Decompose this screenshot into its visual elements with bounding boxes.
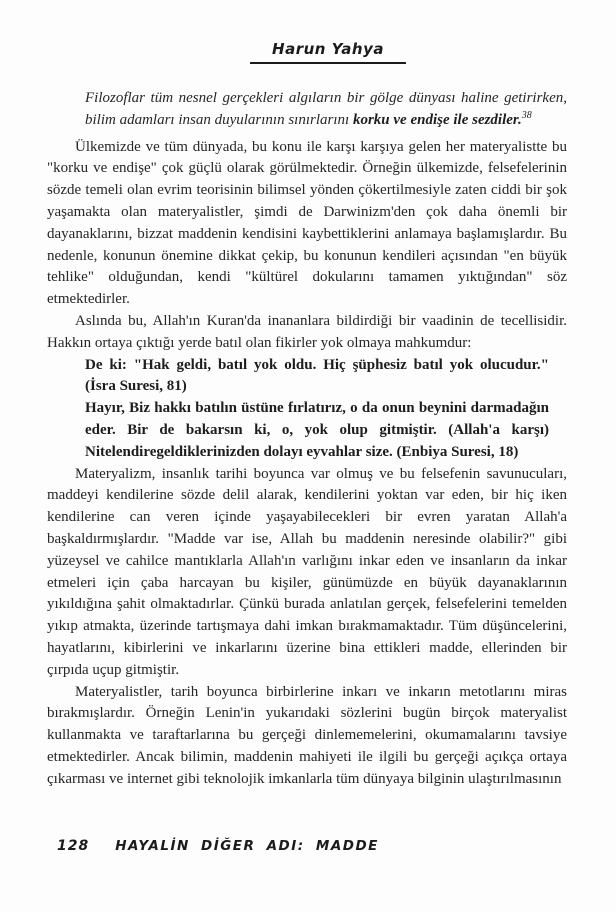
paragraph	[47, 137, 567, 311]
page-footer	[57, 838, 379, 854]
running-head	[0, 40, 616, 64]
paragraph	[47, 682, 567, 791]
verse	[47, 355, 567, 399]
author-name: Harun Yahya	[250, 40, 406, 64]
page-number: 128	[57, 838, 90, 854]
text-segment: Materyalistler, tarih boyunca birbirlerine inkarı ve inkarın metotlarını miras bırakmışlardır. Örneğin Lenin'in yukarıdaki sözlerini bugün birçok materyalist kullanmakta ve taraftarlarına bu gerçeği dinlememelerini, okumamalarını tavsiye etmektedirler. Ancak bilimin, maddenin mahiyeti ile ilgili bu gerçeği açıkça ortaya çıkarması ve internet gibi teknolojik imkanlarla tüm dünyaya bilginin ulaştırılmasının	[47, 683, 567, 787]
text-segment: Ülkemizde ve tüm dünyada, bu konu ile karşı karşıya gelen her materyalistte bu "korku ve endişe" çok güçlü olarak görülmektedir. Örneğin ülkemizde, felsefelerinin sözde temeli olan evrim teorisinin bilimsel yönden çökertilmesiyle zaten ciddi bir şok yaşamakta olan materyalistler, şimdi de Darwinizm'den çok daha önemli bir dayanaklarını, bizzat maddenin kendisini kaybettiklerini anlamaya başlamışlardır. Bu nedenle, konunun önemine dikkat çekip, bu konunun kendileri açısından "en büyük tehlike" olduğundan, kendi "kültürel dokularını tamamen yıktığından" söz etmektedirler.	[47, 138, 567, 308]
book-title: HAYALİN DİĞER ADI: MADDE	[115, 838, 379, 854]
text-segment: Hayır, Biz hakkı batılın üstüne fırlatırız, o da onun beynini darmadağın eder. Bir de bakarsın ki, o, yok olup gitmiştir. (Allah'a karşı) Nitelendiregeldiklerinizden dolayı eyvahlar size. (Enbiya Suresi, 18)	[85, 400, 549, 460]
paragraph	[47, 311, 567, 355]
paragraph	[47, 464, 567, 682]
verse	[47, 398, 567, 463]
footnote-reference: 38	[521, 109, 532, 121]
text-segment: Materyalizm, insanlık tarihi boyunca var olmuş ve bu felsefenin savunucuları, maddeyi kendilerine sözde delil alarak, kendilerini yoktan var eden, bir hiç iken kendilerine can veren içinde yaşayabilecekleri bir evren yaratan Allah'a başkaldırmışlardır. "Madde var ise, Allah bu maddenin neresinde olabilir?" gibi yüzeysel ve cahilce mantıklarla Allah'ın varlığını inkar eden ve insanların da inkar etmeleri için çaba harcayan bu kişiler, günümüzde en büyük dayanaklarının yıkıldığına şahit olmaktadırlar. Çünkü burada anlatılan gerçek, felsefelerini temelden yıkıp atmakta, üzerinde tartışmaya dahi imkan bırakmamaktadır. Tüm düşüncelerini, hayatlarını, kibirlerini ve inkarlarını üzerine bina ettikleri madde, ellerinden bir çırpıda uçup gitmiştir.	[47, 465, 567, 678]
text-column	[47, 88, 567, 791]
text-segment: De ki: "Hak geldi, batıl yok oldu. Hiç şüphesiz batıl yok olucudur." (İsra Suresi, 81)	[85, 356, 549, 395]
text-segment: korku ve endişe ile sezdiler.	[352, 111, 522, 128]
text-segment: Filozoflar tüm nesnel gerçekleri algıların bir gölge dünyası haline getirirken, bilim adamları insan duyularının sınırlarını	[85, 90, 567, 128]
text-segment: Aslında bu, Allah'ın Kuran'da inananlara bildirdiği bir vaadinin de tecellisidir. Hakkın ortaya çıktığı yerde batıl olan fikirler yok olmaya mahkumdur:	[47, 312, 567, 351]
intro-quote	[47, 88, 567, 132]
